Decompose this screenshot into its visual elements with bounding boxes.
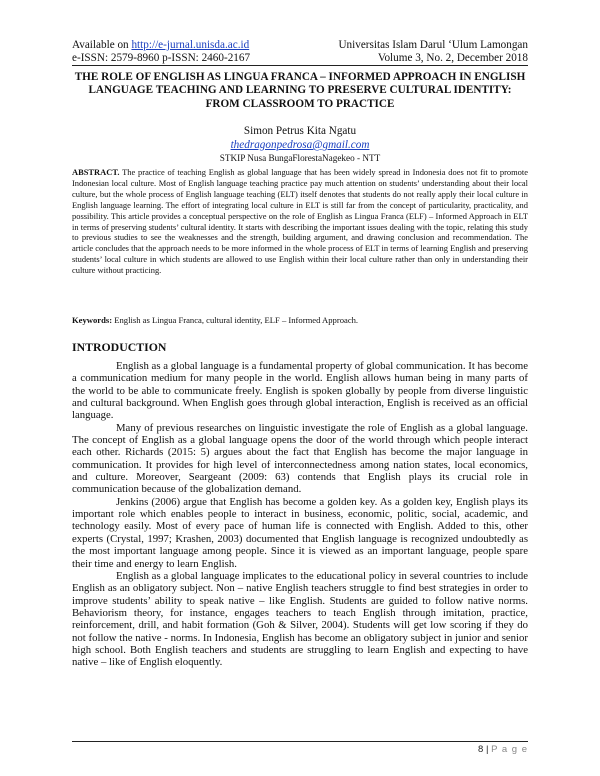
header-volume: Volume 3, No. 2, December 2018 xyxy=(377,52,528,64)
abstract xyxy=(72,167,528,276)
page-footer xyxy=(478,744,528,756)
keywords-label: Keywords: xyxy=(72,315,113,325)
footer-separator: | xyxy=(483,744,492,755)
paragraph: English as a global language is a fundamental property of global communication. It has become a communication medium for many people in the world. English allows human being in many parts of the world to be able to communicate freely. English is spoken globally by people from diverse linguistic and cultural background. When English goes through global interaction, English is received as an official language. xyxy=(72,360,528,422)
keywords xyxy=(72,315,528,326)
author-name: Simon Petrus Kita Ngatu xyxy=(243,125,357,137)
abstract-label: ABSTRACT. xyxy=(72,167,120,177)
article-title: THE ROLE OF ENGLISH AS LINGUA FRANCA – INFORMED APPROACH IN ENGLISH LANGUAGE TEACHING AND LEARNING TO PRESERVE CULTURAL IDENTITY: FROM CLASSROOM TO PRACTICE xyxy=(74,71,526,110)
header-line-2 xyxy=(72,51,528,65)
footer-divider xyxy=(72,741,528,742)
abstract-text: The practice of teaching English as global language that has been widely spread in Indonesia does not fit to promote Indonesian local culture. Most of English language teaching practice pay much attention on students’ understanding about their local culture, but the whole process of English language teaching (ELT) itself denotes that students do not really apply their local culture in English language learning. The effort of integrating local culture in ELT is still far from the concept of particularity, practicality, and possibility. This article provides a conceptual perspective on the role of English as Lingua Franca (ELF) – Informed Approach in ELT in terms of preserving students’ cultural identity. It starts with describing the important issues dealing with the topic, relating this study to previous studies to see the weaknesses and the strength, building argument, and drawing conclusion and recommendation. The article concludes that the approach needs to be more informed in the whole process of ELT in terms of learning English and preserving students’ local culture in which students are allowed to use English within their local culture rather than only in understanding their culture without practicing. xyxy=(72,167,528,276)
header-available-label: Available on xyxy=(72,39,132,51)
author-email-link[interactable]: thedragonpedrosa@gmail.com xyxy=(230,139,370,151)
paragraph: Jenkins (2006) argue that English has become a golden key. As a golden key, English plays its important role which enables people to interact in business, economic, politic, social, academic, and technology easily. Most of every pace of human life is connected with English. Added to this, other experts (Crystal, 1997; Krashen, 2003) documented that English language is recognized undoubtedly as the most important language among people. Since it is viewed as an important language, people spare their time and energy to learn English. xyxy=(72,495,528,570)
keywords-text: English as Lingua Franca, cultural identity, ELF – Informed Approach. xyxy=(112,315,359,325)
section-heading-introduction: INTRODUCTION xyxy=(72,340,167,354)
header-line-1 xyxy=(72,38,528,52)
header-divider xyxy=(72,65,528,66)
introduction-body xyxy=(72,360,528,669)
author-affiliation: STKIP Nusa BungaFlorestaNagekeo - NTT xyxy=(219,153,381,163)
journal-url-link[interactable]: http://e-jurnal.unisda.ac.id xyxy=(131,39,250,51)
paragraph: Many of previous researches on linguistic investigate the role of English as a global language. The concept of English as a global language opens the door of the world through which people interact each other. Richards (2015: 5) argues about the fact that English has become the major language in communication. It provides for high level of interconnectedness among nation states, local economics, and culture. Moreover, Seargeant (2009: 63) contends that English plays its crucial role in communication because of the globalization demand. xyxy=(72,421,528,496)
header-issn: e-ISSN: 2579-8960 p-ISSN: 2460-2167 xyxy=(72,52,251,64)
page-word: P a g e xyxy=(491,744,528,755)
page-number: 8 xyxy=(478,744,484,755)
author-email xyxy=(72,138,528,152)
paragraph: English as a global language implicates to the educational policy in several countries to include English as an obligatory subject. Non – native English teachers struggle to find best strategies in order to improve students’ ability to speak native – like English. Students are guided to follow native norms. Behaviorism theory, for instance, engages teachers to teach English through imitation, practice, reinforcement, drill, and habit formation (Goh & Silver, 2004). Students will get low scoring if they do not follow the native - norms. In Indonesia, English has become an obligatory subject in junior and senior high school. Both English teachers and students are struggling to learn English and expecting to have native – like of English eloquently. xyxy=(72,569,528,669)
header-university: Universitas Islam Darul ‘Ulum Lamongan xyxy=(338,39,528,51)
